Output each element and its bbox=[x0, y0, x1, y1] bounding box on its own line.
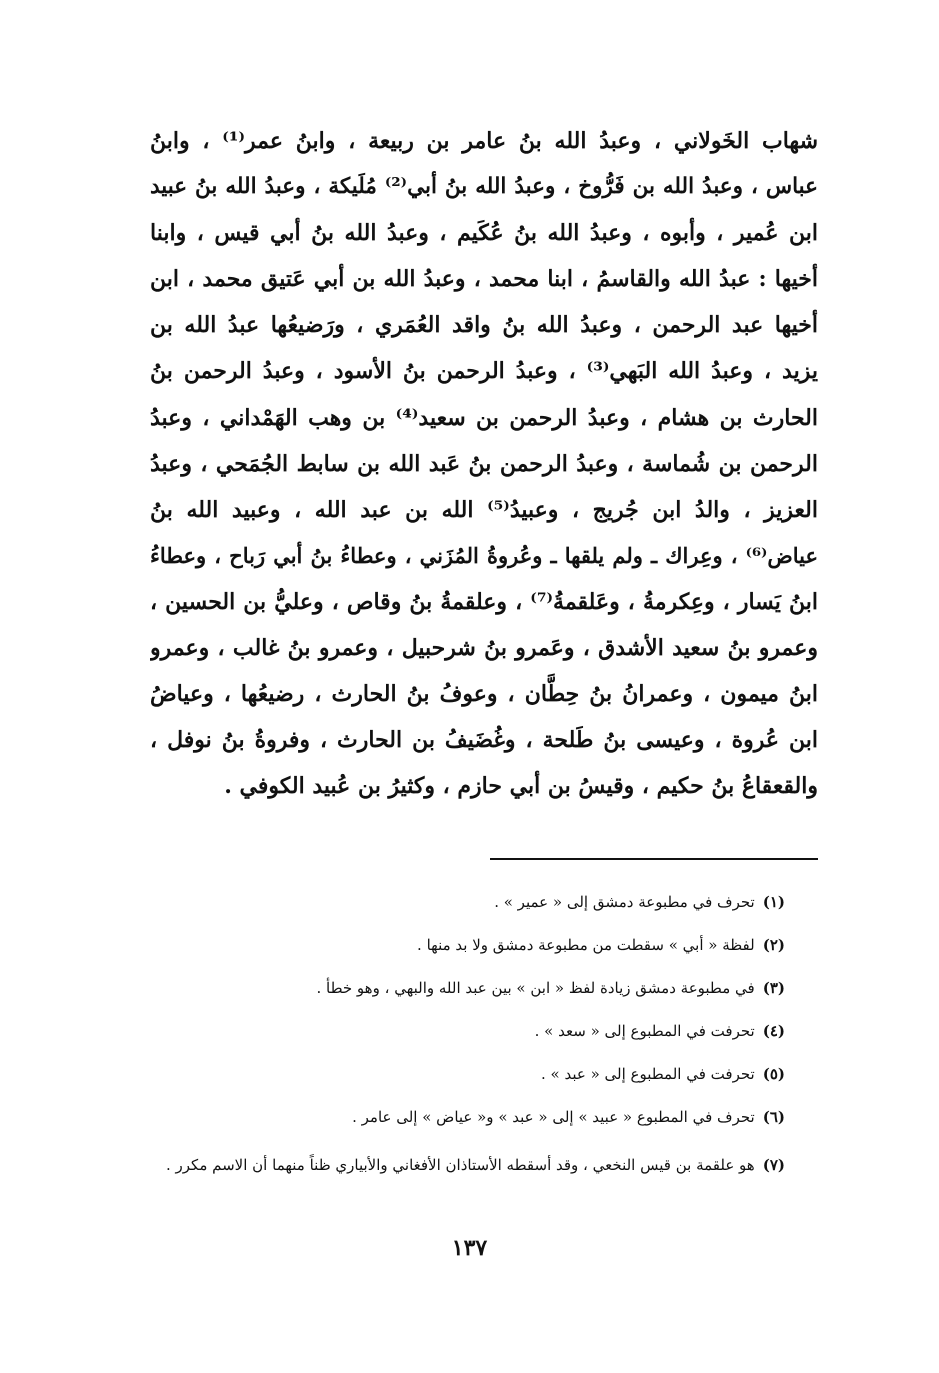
footnote bbox=[155, 1019, 785, 1043]
footnote bbox=[155, 890, 785, 914]
main-text-block bbox=[150, 118, 818, 809]
footnote-number: (٤) bbox=[762, 1022, 785, 1040]
footnote-number: (٢) bbox=[762, 936, 785, 954]
text-line: والقعقاعُ بنُ حكيم ، وقيسُ بن أبي حازم ، وكثيرُ بن عُبيد الكوفي . bbox=[224, 773, 818, 800]
text-line: ابنُ ميمون ، وعمرانُ بنُ حِطَّان ، وعوفُ بنُ الحارث ، رضيعُها ، وعياضُ bbox=[150, 681, 818, 708]
footnote-text: في مطبوعة دمشق زيادة لفظ « ابن » بين عبد الله والبهي ، وهو خطأ . bbox=[316, 979, 755, 997]
footnote-text: تحرف في المطبوع « عبيد » إلى « عبد » و« عياض » إلى عامر . bbox=[352, 1108, 755, 1126]
footnote-number: (٧) bbox=[762, 1156, 785, 1174]
footnote-text: تحرفت في المطبوع إلى « سعد » . bbox=[534, 1022, 755, 1040]
footnote bbox=[155, 976, 785, 1000]
footnote bbox=[155, 1105, 785, 1129]
footnote-separator bbox=[490, 858, 818, 860]
footnote-text: تحرفت في المطبوع إلى « عبد » . bbox=[540, 1065, 755, 1083]
footnotes-block bbox=[155, 890, 785, 1201]
footnote bbox=[155, 1062, 785, 1086]
text-line: شهاب الخَولاني ، وعبدُ الله بنُ عامر بن ربيعة ، وابنُ عمر⁽¹⁾ ، وابنُ bbox=[150, 128, 818, 154]
text-line: ابنُ يَسار ، وعِكرمةُ ، وعَلقمةُ⁽⁷⁾ ، وعلقمةُ بنُ وقاص ، وعليُّ بن الحسين ، bbox=[150, 588, 818, 615]
footnote-number: (١) bbox=[762, 893, 785, 911]
footnote-number: (٥) bbox=[762, 1065, 785, 1083]
text-line: يزيد ، وعبدُ الله البَهي⁽³⁾ ، وعبدُ الرحمن بنُ الأسود ، وعبدُ الرحمن بنُ bbox=[150, 358, 818, 385]
text-line: ابن عُروة ، وعيسى بنُ طَلحة ، وغُضَيفُ بن الحارث ، وفروةُ بنُ نوفل ، bbox=[150, 727, 818, 754]
text-line: أخيها عبد الرحمن ، وعبدُ الله بنُ واقد العُمَري ، ورَضيعُها عبدُ الله بن bbox=[150, 312, 818, 339]
footnote bbox=[155, 933, 785, 957]
text-line: العزيز ، والدُ ابن جُريج ، وعبيدُ⁽⁵⁾ الله بن عبد الله ، وعبيد الله بنُ bbox=[150, 496, 818, 523]
text-line: ابن عُمير ، وأبوه ، وعبدُ الله بنُ عُكَيم ، وعبدُ الله بنُ أبي قيس ، وابنا bbox=[150, 220, 818, 247]
footnote bbox=[155, 1148, 785, 1182]
footnote-text: هو علقمة بن قيس النخعي ، وقد أسقطه الأستاذان الأفغاني والأبياري ظناً منهما أن الاسم مكرر . bbox=[165, 1156, 755, 1174]
text-line: أخيها : عبدُ الله والقاسمُ ، ابنا محمد ، وعبدُ الله بن أبي عَتيق محمد ، ابن bbox=[150, 266, 818, 293]
footnote-number: (٦) bbox=[762, 1108, 785, 1126]
footnote-number: (٣) bbox=[762, 979, 785, 997]
text-line: وعمرو بنُ سعيد الأشدق ، وعَمرو بنُ شرحبيل ، وعمرو بنُ غالب ، وعمرو bbox=[150, 635, 818, 662]
page-number: ١٣٧ bbox=[451, 1235, 488, 1261]
text-line: الرحمن بن شُماسة ، وعبدُ الرحمن بنُ عَبد الله بن سابط الجُمَحي ، وعبدُ bbox=[150, 450, 818, 477]
footnote-text: لفظة « أبي » سقطت من مطبوعة دمشق ولا بد منها . bbox=[417, 936, 755, 954]
footnote-text: تحرف في مطبوعة دمشق إلى « عمير » . bbox=[494, 893, 755, 911]
text-line: عباس ، وعبدُ الله بن فَرُّوخ ، وعبدُ الله بنُ أبي⁽²⁾ مُلَيكة ، وعبدُ الله بنُ عبيد bbox=[150, 174, 818, 200]
text-line: عياض⁽⁶⁾ ، وعِراك ـ ولم يلقها ـ وعُروةُ المُزَني ، وعطاءُ بنُ أبي رَباح ، وعطاءُ bbox=[150, 542, 818, 568]
text-line: الحارث بن هشام ، وعبدُ الرحمن بن سعيد⁽⁴⁾ بن وهب الهَمْداني ، وعبدُ bbox=[150, 404, 818, 431]
